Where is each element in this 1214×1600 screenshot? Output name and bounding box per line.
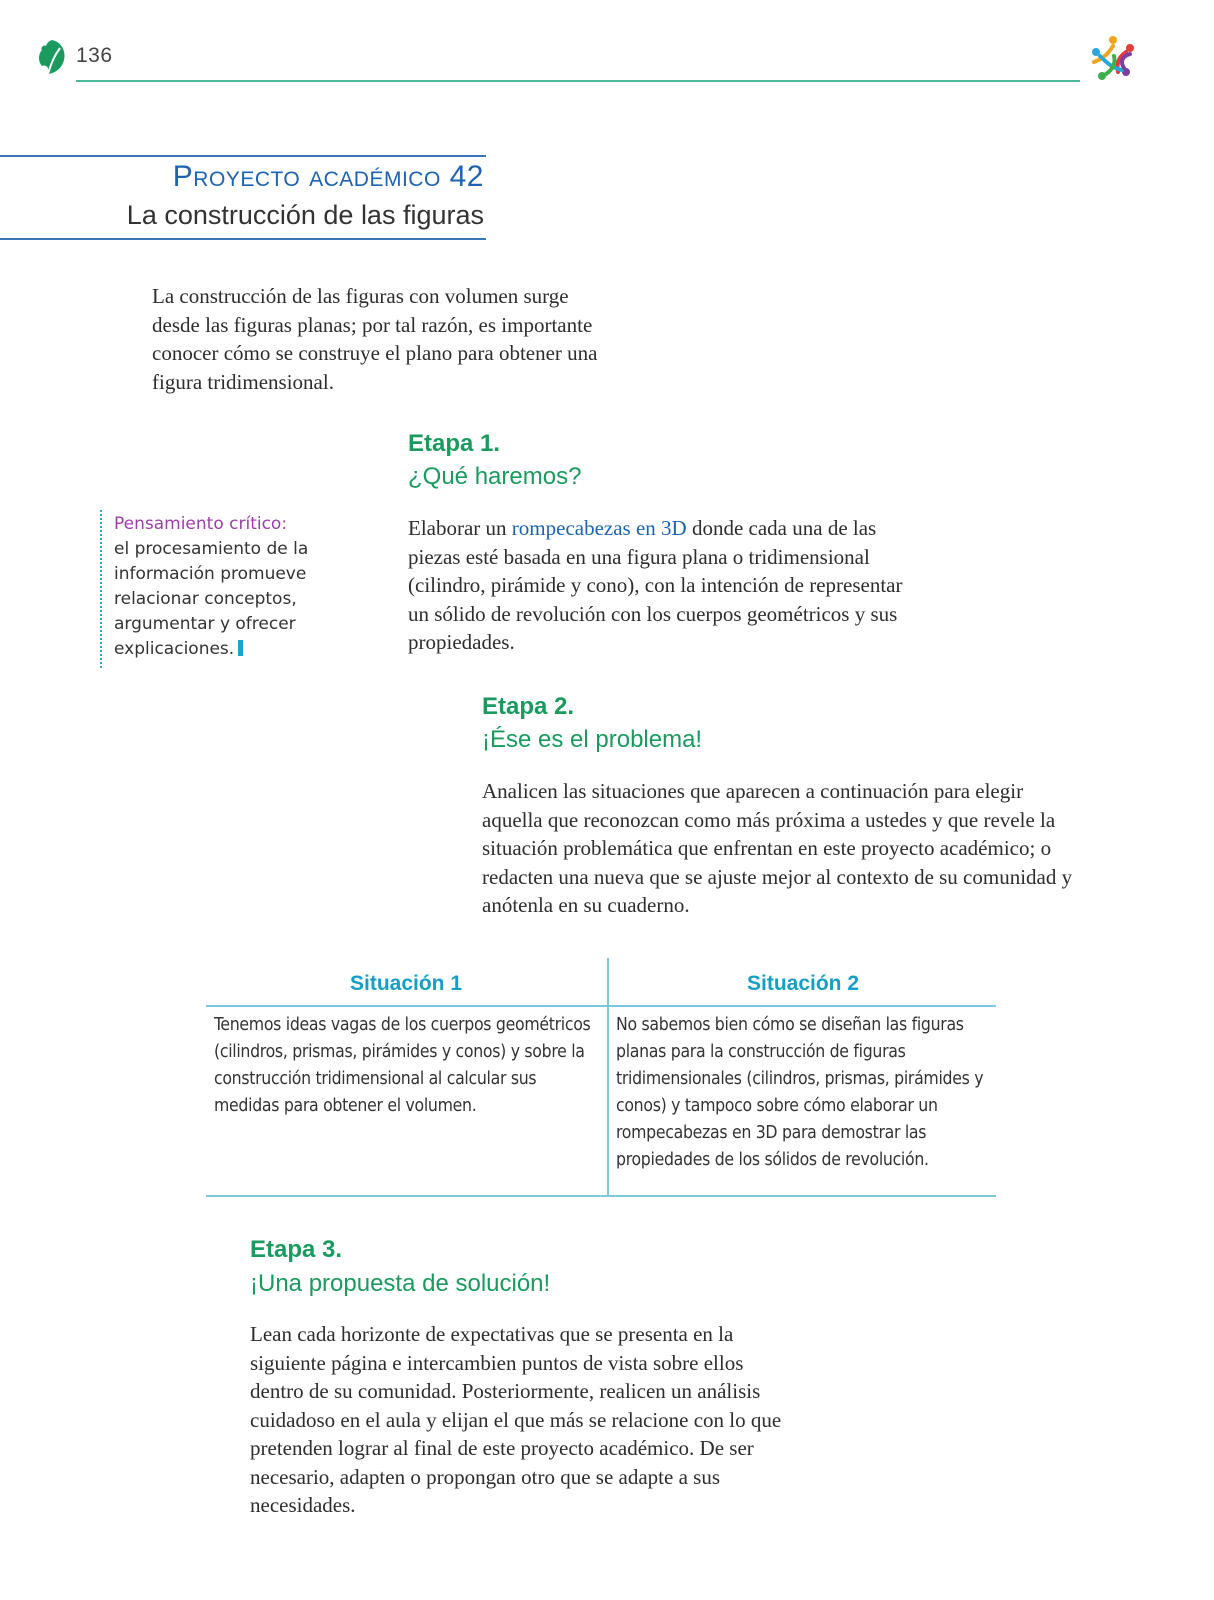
- etapa2-number: Etapa 2.: [482, 693, 575, 720]
- side-note: [114, 512, 334, 662]
- table-header-rule: [206, 1005, 996, 1007]
- situation2-heading: Situación 2: [746, 972, 860, 995]
- intro-paragraph: La construcción de las figuras con volumen surge desde las figuras planas; por tal razón, es importante conocer cómo se construye el plano para obtener una figura tridimensional.: [152, 284, 598, 394]
- etapa1-body-end: donde cada una de las piezas esté basada en una figura plana o tridimensional (cilindro, pirámide y cono), con la intención de representar un sólido de revolución con los cuerpos geométricos y sus propiedades.: [408, 516, 903, 654]
- banner-bottom-rule: [0, 238, 486, 240]
- table-bottom-rule: [206, 1195, 996, 1197]
- side-note-rule: [100, 510, 102, 668]
- etapa2-body: Analicen las situaciones que aparecen a continuación para elegir aquella que reconozcan como más próxima a ustedes y que revele la situación problemática que enfrentan en este proyecto académico; o redacten una nueva que se ajuste mejor al contexto de su comunidad y anótenla en su cuaderno.: [482, 779, 1073, 917]
- etapa1-title: ¿Qué haremos?: [408, 463, 582, 490]
- page-number: 136: [76, 44, 113, 67]
- etapa3-body: Lean cada horizonte de expectativas que se presenta en la siguiente página e intercambien puntos de vista sobre ellos dentro de su comunidad. Posteriormente, realicen un análisis cuidadoso en el aula y elijan el que más se relacione con lo que pretenden lograr al final de este proyecto académico. De ser necesario, adapten o propongan otro que se adapte a sus necesidades.: [250, 1322, 782, 1517]
- etapa1-body-start: Elaborar un: [408, 516, 512, 540]
- table-column-divider: [607, 958, 609, 1196]
- end-marker-icon: [238, 640, 243, 656]
- etapa1-body: [408, 514, 908, 657]
- colorful-people-circle-logo: [1086, 32, 1140, 86]
- etapa2-title: ¡Ése es el problema!: [482, 726, 703, 753]
- header-divider: [76, 80, 1080, 82]
- etapa3-title: ¡Una propuesta de solución!: [250, 1270, 551, 1297]
- situation1-text: Tenemos ideas vagas de los cuerpos geométricos (cilindros, prismas, pirámides y conos) y sobre la construcción tridimensional al calcular sus medidas para obtener el volumen.: [214, 1015, 591, 1116]
- rompecabezas-3d-term: rompecabezas en 3D: [511, 516, 687, 540]
- situation1-heading: Situación 1: [349, 972, 463, 995]
- banner-top-rule: [0, 155, 486, 157]
- etapa3-number: Etapa 3.: [250, 1236, 343, 1263]
- situation2-text: No sabemos bien cómo se diseñan las figuras planas para la construcción de figuras tridimensionales (cilindros, prismas, pirámides y conos) y tampoco sobre cómo elaborar un rompecabezas en 3D para demostrar las propiedades de los sólidos de revolución.: [616, 1015, 984, 1170]
- project-title: Proyecto académico 42: [172, 160, 484, 193]
- project-subtitle: La construcción de las figuras: [126, 200, 484, 230]
- etapa1-number: Etapa 1.: [408, 430, 501, 457]
- side-note-text: el procesamiento de la información promueve relacionar conceptos, argumentar y ofrecer explicaciones.: [114, 539, 309, 659]
- side-note-title: Pensamiento crítico:: [114, 514, 288, 534]
- leaf-icon: [36, 38, 68, 76]
